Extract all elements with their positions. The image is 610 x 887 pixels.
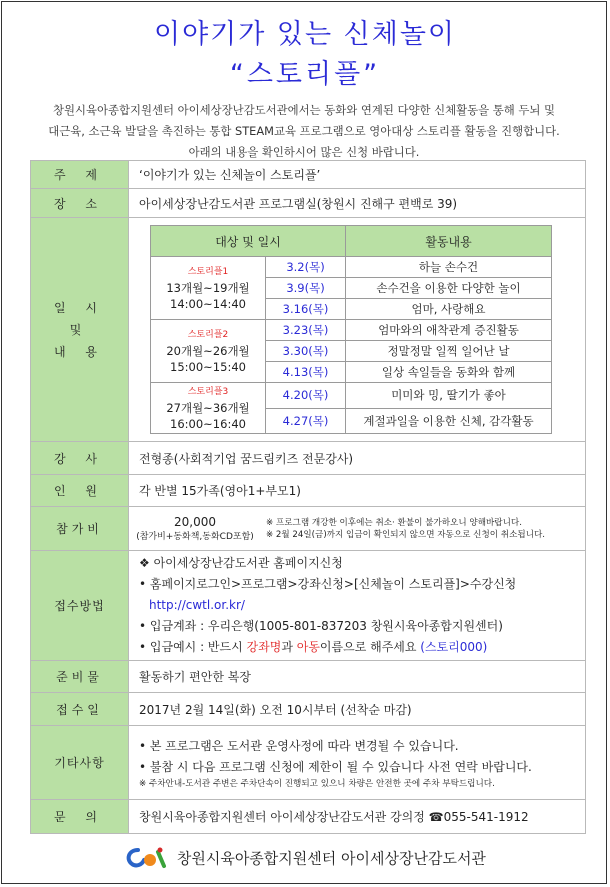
label-apply: 접수방법: [31, 551, 129, 661]
schedule-row: [151, 383, 552, 409]
label-etc: 기타사항: [31, 726, 129, 800]
intro-line2: 대근육, 소근육 발달을 촉진하는 통합 STEAM교육 프로그램으로 영아대상 스토리플 활동을 진행합니다.: [48, 124, 560, 138]
fee-note-2: ※ 2월 24일(금)까지 입금이 확인되지 않으면 자동으로 신청이 취소됩니다.: [266, 529, 546, 540]
example-child: 아동: [296, 640, 320, 654]
header-date: 대상 및 일시: [151, 226, 346, 257]
row-teacher: [31, 442, 586, 475]
fee-note-1: ※ 프로그램 개강한 이후에는 취소· 환불이 불가하오니 양해바랍니다.: [266, 517, 522, 528]
date-cell: 4.27(목): [266, 408, 346, 434]
value-people: 각 반별 15가족(영아1+부모1): [129, 475, 586, 507]
fee-detail: (참가비+동화책,동화CD포함): [136, 532, 254, 542]
title-line1: 이야기가 있는 신체놀이: [154, 19, 456, 50]
row-schedule: [31, 218, 586, 442]
center-logo-icon: [124, 846, 168, 872]
value-place: 아이세상장난감도서관 프로그램실(창원시 진해구 편백로 39): [129, 189, 586, 218]
group-cell-2: [151, 320, 266, 383]
intro-text: [8, 100, 600, 163]
row-contact: [31, 800, 586, 834]
intro-line3: 아래의 내용을 확인하시어 많은 신청 바랍니다.: [188, 145, 420, 159]
label-schedule-1: 일 시: [54, 300, 105, 315]
value-contact: 창원시육아종합지원센터 아이세상장난감도서관 강의정 ☎055-541-1912: [129, 800, 586, 834]
example-text-2: 과: [281, 640, 297, 654]
group-name-1: 스토리플1: [187, 267, 229, 277]
row-place: [31, 189, 586, 218]
row-prepare: [31, 661, 586, 693]
label-fee: 참가비: [31, 507, 129, 551]
value-date: 2017년 2월 14일(화) 오전 10시부터 (선착순 마감): [129, 693, 586, 726]
schedule-row: [151, 320, 552, 341]
group-time-2: 15:00~15:40: [170, 360, 246, 374]
schedule-header: [151, 226, 552, 257]
row-apply: [31, 551, 586, 661]
apply-list: [139, 553, 584, 658]
row-date: [31, 693, 586, 726]
label-schedule-2: 및: [69, 322, 90, 337]
group-name-2: 스토리플2: [187, 330, 229, 340]
example-format: (스토리000): [420, 640, 488, 654]
example-text-1: • 입금예시 : 반드시: [139, 640, 247, 654]
apply-item-path: • 홈페이지로그인>프로그램>강좌신청>[신체놀이 스토리플]>수강신청: [139, 577, 517, 591]
group-cell-3: [151, 383, 266, 434]
group-cell-1: [151, 257, 266, 320]
group-age-1: 13개월~19개월: [166, 281, 250, 295]
activity-cell: 일상 속일들을 동화와 함께: [346, 362, 552, 383]
date-cell: 3.2(목): [266, 257, 346, 278]
etc-item-parking: ※ 주차안내-도서관 주변은 주차단속이 진행되고 있으니 차량은 안전한 곳에 주차 부탁드립니다.: [139, 778, 495, 789]
etc-item-1: • 본 프로그램은 도서관 운영사정에 따라 변경될 수 있습니다.: [139, 738, 459, 753]
date-cell: 4.13(목): [266, 362, 346, 383]
value-subject: ‘이야기가 있는 신체놀이 스토리플’: [129, 161, 586, 189]
schedule-table: [150, 225, 552, 434]
footer: [0, 846, 610, 872]
date-cell: 3.16(목): [266, 299, 346, 320]
label-contact: 문 의: [31, 800, 129, 834]
date-cell: 3.23(목): [266, 320, 346, 341]
activity-cell: 계절과일을 이용한 신체, 감각활동: [346, 408, 552, 434]
group-name-3: 스토리플3: [187, 387, 229, 397]
intro-line1: 창원시육아종합지원센터 아이세상장난감도서관에서는 동화와 연계된 다양한 신체활동을 통해 두뇌 및: [52, 103, 556, 117]
date-cell: 3.9(목): [266, 278, 346, 299]
apply-item-account: • 입금계좌 : 우리은행(1005-801-837203 창원시육아종합지원센터): [139, 619, 503, 633]
apply-item-homepage: ❖ 아이세상장난감도서관 홈페이지신청: [139, 556, 343, 570]
value-teacher: 전형종(사회적기업 꿈드림키즈 전문강사): [129, 442, 586, 475]
label-prepare: 준비물: [31, 661, 129, 693]
value-apply: [129, 551, 586, 661]
label-people: 인 원: [31, 475, 129, 507]
row-etc: [31, 726, 586, 800]
etc-item-2: • 불참 시 다음 프로그램 신청에 제한이 될 수 있습니다 사전 연락 바랍니다.: [139, 759, 532, 774]
row-people: [31, 475, 586, 507]
apply-item-example: [139, 637, 584, 658]
activity-cell: 손수건을 이용한 다양한 놀이: [346, 278, 552, 299]
label-date: 접수일: [31, 693, 129, 726]
value-etc: [129, 726, 586, 800]
info-table: [30, 160, 586, 834]
group-time-3: 16:00~16:40: [170, 417, 246, 431]
activity-cell: 정말정말 일찍 일어난 날: [346, 341, 552, 362]
activity-cell: 엄마와의 애착관계 증진활동: [346, 320, 552, 341]
header-activity: 활동내용: [346, 226, 552, 257]
example-text-3: 이름으로 해주세요: [319, 640, 421, 654]
activity-cell: 미미와 밍, 딸기가 좋아: [346, 383, 552, 409]
date-cell: 4.20(목): [266, 383, 346, 409]
label-schedule-3: 내 용: [54, 344, 105, 359]
apply-url-link[interactable]: http://cwtl.or.kr/: [149, 598, 245, 612]
activity-cell: 하늘 손수건: [346, 257, 552, 278]
value-fee: [129, 507, 586, 551]
group-age-3: 27개월~36개월: [166, 401, 250, 415]
label-schedule: [31, 218, 129, 442]
row-fee: [31, 507, 586, 551]
example-course-name: 강좌명: [246, 640, 282, 654]
label-teacher: 강 사: [31, 442, 129, 475]
row-subject: [31, 161, 586, 189]
group-age-2: 20개월~26개월: [166, 344, 250, 358]
group-time-1: 14:00~14:40: [170, 297, 246, 311]
fee-amount: 20,000: [174, 515, 216, 529]
label-place: 장 소: [31, 189, 129, 218]
value-schedule: [129, 218, 586, 442]
schedule-row: [151, 257, 552, 278]
value-prepare: 활동하기 편안한 복장: [129, 661, 586, 693]
date-cell: 3.30(목): [266, 341, 346, 362]
title-line2: “스토리플”: [229, 59, 381, 90]
label-subject: 주 제: [31, 161, 129, 189]
activity-cell: 엄마, 사랑해요: [346, 299, 552, 320]
footer-org-name: 창원시육아종합지원센터 아이세상장난감도서관: [176, 849, 486, 868]
